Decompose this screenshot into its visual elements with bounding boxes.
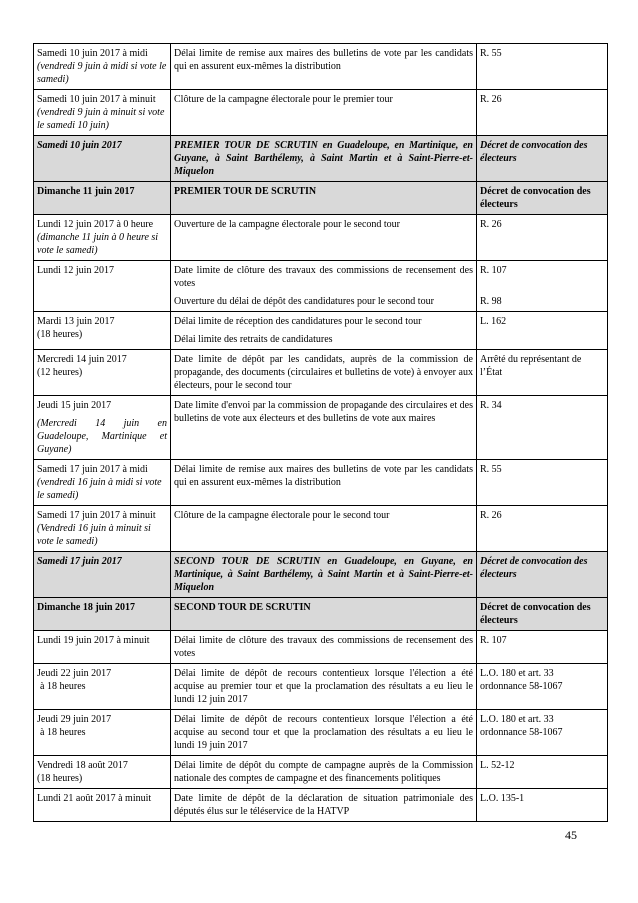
date: Lundi 19 juin 2017 à minuit (34, 631, 171, 664)
electoral-calendar-table (33, 43, 608, 822)
date-note: (vendredi 16 juin à midi si vote le samedi) (37, 477, 162, 501)
table-row (34, 44, 608, 90)
reference: R. 26 (477, 215, 608, 261)
event: PREMIER TOUR DE SCRUTIN en Guadeloupe, en Martinique, en Guyane, à Saint Barthélemy, à Saint Martin et à Saint-Pierre-et-Miquelon (171, 136, 477, 182)
event: Délai limite de dépôt de recours contentieux lorsque l'élection a été acquise au premier tour et que la proclamation des résultats a eu lieu le lundi 12 juin 2017 (171, 664, 477, 710)
reference: L. 162 (477, 312, 608, 350)
date: Lundi 12 juin 2017 à 0 heure (37, 219, 154, 230)
event: Date limite de dépôt par les candidats, auprès de la commission de propagande, des documents (circulaires et bulletins de vote) à envoyer aux électeurs, pour le second tour (171, 350, 477, 396)
table-row (34, 710, 608, 756)
date-note: (18 heures) (37, 329, 83, 340)
event: Délai limite de réception des candidatures pour le second tour (174, 316, 422, 327)
table-row (34, 90, 608, 136)
event: Délai limite de dépôt de recours contentieux lorsque l'élection a été acquise au second tour et que la proclamation des résultats a eu lieu le lundi 19 juin 2017 (171, 710, 477, 756)
date: Samedi 10 juin 2017 (34, 136, 171, 182)
reference-secondary: R. 98 (480, 296, 502, 307)
table-row (34, 350, 608, 396)
event: Clôture de la campagne électorale pour le second tour (171, 506, 477, 552)
date: Vendredi 18 août 2017 (37, 760, 128, 771)
reference: R. 26 (477, 90, 608, 136)
event: Ouverture de la campagne électorale pour le second tour (171, 215, 477, 261)
table-row (34, 396, 608, 460)
event: Date limite d'envoi par la commission de propagande des circulaires et des bulletins de vote aux électeurs et des bulletins de vote aux maires (171, 396, 477, 460)
event: SECOND TOUR DE SCRUTIN (171, 598, 477, 631)
event: Date limite de clôture des travaux des commissions de recensement des votes (174, 265, 473, 289)
date-note: (Mercredi 14 juin en Guadeloupe, Martinique et Guyane) (37, 418, 167, 455)
reference: L. 52-12 (477, 756, 608, 789)
reference-line2: ordonnance 58-1067 (480, 727, 563, 738)
event-secondary: Ouverture du délai de dépôt des candidatures pour le second tour (174, 296, 434, 307)
reference: R. 34 (477, 396, 608, 460)
table-row (34, 182, 608, 215)
date-note: (dimanche 11 juin à 0 heure si vote le samedi) (37, 232, 159, 256)
date: Jeudi 22 juin 2017 (37, 668, 112, 679)
reference: R. 26 (477, 506, 608, 552)
date: Samedi 10 juin 2017 à minuit (37, 94, 156, 105)
date: Samedi 17 juin 2017 à minuit (37, 510, 156, 521)
date: Lundi 12 juin 2017 (34, 261, 171, 312)
date: Lundi 21 août 2017 à minuit (34, 789, 171, 822)
event: Clôture de la campagne électorale pour le premier tour (171, 90, 477, 136)
reference: R. 55 (477, 44, 608, 90)
reference: Décret de convocation des électeurs (477, 552, 608, 598)
table-row (34, 598, 608, 631)
table-row (34, 261, 608, 312)
date: Samedi 17 juin 2017 (34, 552, 171, 598)
event: SECOND TOUR DE SCRUTIN en Guadeloupe, en Guyane, en Martinique, à Saint Barthélemy, à Saint Martin et à Saint-Pierre-et-Miquelon (171, 552, 477, 598)
reference: R. 107 (477, 631, 608, 664)
page-number: 45 (565, 828, 577, 842)
table-row (34, 312, 608, 350)
reference: L.O. 180 et art. 33 (480, 668, 554, 679)
table-row (34, 460, 608, 506)
reference: R. 55 (477, 460, 608, 506)
table-row (34, 789, 608, 822)
date: Samedi 17 juin 2017 à midi (37, 464, 148, 475)
table-row (34, 631, 608, 664)
table-row (34, 506, 608, 552)
table-row (34, 756, 608, 789)
event: Délai limite de remise aux maires des bulletins de vote par les candidats qui en assurent eux-mêmes la distribution (171, 460, 477, 506)
reference: Arrêté du représentant de l’État (477, 350, 608, 396)
reference: R. 107 (480, 265, 507, 276)
event: Délai limite de clôture des travaux des commissions de recensement des votes (171, 631, 477, 664)
date-note: (Vendredi 16 juin à minuit si vote le samedi) (37, 523, 151, 547)
event: Délai limite de remise aux maires des bulletins de vote par les candidats qui en assurent eux-mêmes la distribution (171, 44, 477, 90)
event-secondary: Délai limite des retraits de candidatures (174, 334, 333, 345)
date-note: à 18 heures (40, 681, 86, 692)
date-note: (vendredi 9 juin à minuit si vote le samedi 10 juin) (37, 107, 165, 131)
reference: L.O. 180 et art. 33 (480, 714, 554, 725)
event: PREMIER TOUR DE SCRUTIN (171, 182, 477, 215)
date-note: (18 heures) (37, 773, 83, 784)
table-row (34, 552, 608, 598)
date: Mercredi 14 juin 2017 (37, 354, 127, 365)
date-note: (vendredi 9 juin à midi si vote le samedi) (37, 61, 167, 85)
reference: Décret de convocation des électeurs (477, 136, 608, 182)
date: Dimanche 18 juin 2017 (34, 598, 171, 631)
reference-line2: ordonnance 58-1067 (480, 681, 563, 692)
event: Délai limite de dépôt du compte de campagne auprès de la Commission nationale des comptes de campagne et des financements politiques (171, 756, 477, 789)
table-row (34, 136, 608, 182)
reference: Décret de convocation des électeurs (477, 598, 608, 631)
table-row (34, 215, 608, 261)
date: Jeudi 15 juin 2017 (37, 400, 112, 411)
date: Samedi 10 juin 2017 à midi (37, 48, 148, 59)
date: Dimanche 11 juin 2017 (34, 182, 171, 215)
date-note: à 18 heures (40, 727, 86, 738)
date: Jeudi 29 juin 2017 (37, 714, 112, 725)
table-row (34, 664, 608, 710)
date-note: (12 heures) (37, 367, 83, 378)
event: Date limite de dépôt de la déclaration de situation patrimoniale des députés élus sur le téléservice de la HATVP (171, 789, 477, 822)
reference: Décret de convocation des électeurs (477, 182, 608, 215)
reference: L.O. 135-1 (477, 789, 608, 822)
date: Mardi 13 juin 2017 (37, 316, 115, 327)
